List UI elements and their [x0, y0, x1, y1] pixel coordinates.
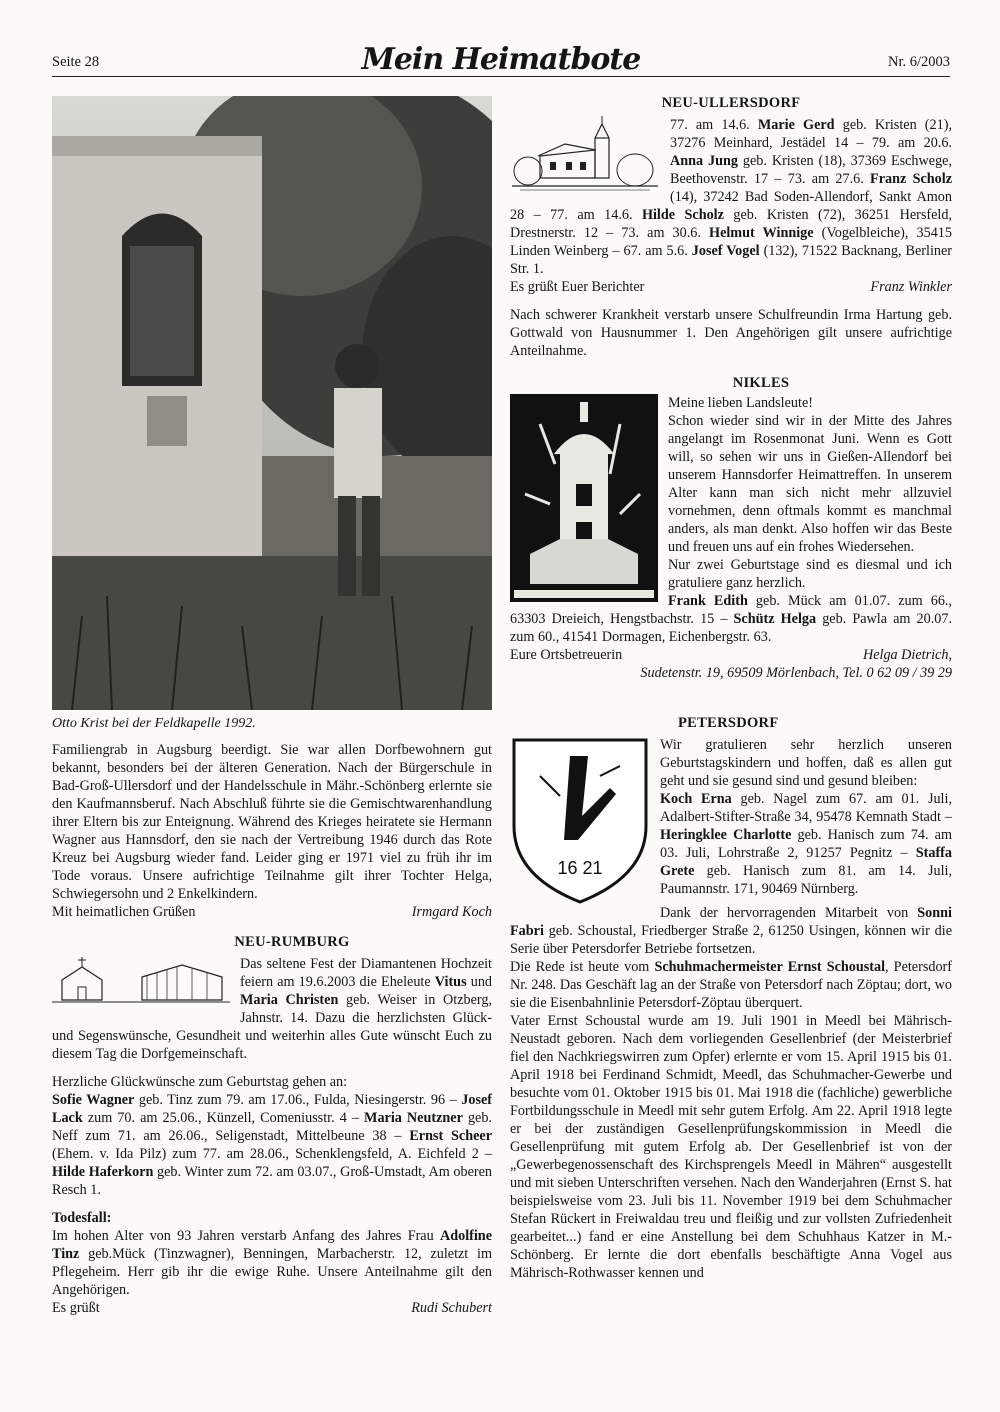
- signature-line: [52, 1299, 492, 1317]
- signature-line: [52, 903, 492, 921]
- birthday-detail: geb. Winter zum 72. am 03.07., Groß-Umstadt, Am oberen Resch 1.: [52, 1164, 492, 1198]
- signature-line: [510, 646, 952, 664]
- person-name: Hilde Scholz: [641, 207, 724, 223]
- right-column: [510, 94, 952, 1282]
- page-header: [52, 42, 950, 78]
- regards-text: Es grüßt: [52, 1300, 100, 1316]
- person-name: Frank Edith: [668, 593, 748, 609]
- petersdorf-text: , Petersdorf Nr. 248. Das Geschäft lag an der Straße von Petersdorf nach Zöptau; dort, wo sie die Eisenbahnlinie Petersdorf-Zöptau überquert.: [510, 959, 952, 1011]
- person-name: Sofie Wagner: [52, 1092, 135, 1108]
- obituary-text: Familiengrab in Augsburg beerdigt. Sie war allen Dorfbewohnern gut bekannt, besonders bei der älteren Generation. Nach der Bürgerschule in Bad-Groß-Ullersdorf und der Handelsschule in Mähr.-Schönberg erlernte sie den Kaufmannsberuf. Nach Abschluß führte sie die Gemischtwarenhandlung ihrer Eltern bis zur Enteignung. Während des Krieges heiratete sie Hermann Wagner aus Hannsdorf, den sie nach der Vertreibung 1946 durch das Rote Kreuz bei Augsburg wieder fand. Leider ging er 1971 viel zu früh ihr im Tode voraus. Unsere aufrichtige Teilnahme gilt ihrer Tochter Helga, Schwiegersohn und 2 Enkelkindern.: [52, 742, 492, 902]
- person-name: Anna Jung: [670, 153, 738, 169]
- person-name: Vitus: [434, 974, 467, 990]
- death-text: geb.Mück (Tinzwagner), Benningen, Marbacherstr. 12, zuletzt im Pflegeheim. Herr gib ihr die ewige Ruhe. Unsere Anteilnahme gilt den Angehörigen.: [52, 1246, 492, 1298]
- signature-line: [510, 278, 952, 296]
- section-title-petersdorf: PETERSDORF: [678, 715, 779, 731]
- birthday-detail: geb. Nagel zum 67. am 01. Juli, Adalbert-Stifter-Straße 34, 95478 Kemnath Stadt –: [660, 791, 952, 825]
- person-name: Koch Erna: [660, 791, 732, 807]
- tower-woodcut-icon: [510, 394, 658, 602]
- birthday-detail: geb. Hanisch zum 74. am 03. Juli, Lohrstraße 2, 91257 Pegnitz –: [660, 827, 952, 861]
- page-number: Seite 28: [52, 54, 100, 70]
- person-name: Marie Gerd: [757, 117, 835, 133]
- person-name: Adolfine Tinz: [52, 1228, 492, 1262]
- neu-rumburg-text-2: und: [466, 974, 493, 990]
- photo-caption: Otto Krist bei der Feldkapelle 1992.: [52, 716, 256, 731]
- author-address: Sudetenstr. 19, 69509 Mörlenbach, Tel. 0 62 09 / 39 29: [640, 665, 952, 681]
- obituary-text: Nach schwerer Krankheit verstarb unsere Schulfreundin Irma Hartung geb. Gottwald von Hausnummer 1. Den Angehörigen gilt unsere aufrichtige Anteilnahme.: [510, 307, 952, 359]
- neu-rumburg-text-1: Das seltene Fest der Diamantenen Hochzeit feiern am 19.6.2003 die Eheleute: [240, 956, 492, 990]
- person-name: Ernst Scheer: [409, 1128, 492, 1144]
- section-title-neu-ullersdorf: NEU-ULLERSDORF: [661, 95, 801, 111]
- salutation: Meine lieben Landsleute!: [668, 395, 813, 411]
- author-name: Irmgard Koch: [411, 904, 492, 920]
- left-column: [52, 741, 492, 1317]
- regards-text: Eure Ortsbetreuerin: [510, 647, 623, 663]
- regards-text: Es grüßt Euer Berichter: [510, 279, 645, 295]
- birthday-detail: (Ehem. v. Ida Pilz) zum 77. am 28.06., Schenklengsfeld, A. Eichfeld 2 –: [52, 1146, 492, 1162]
- header-rule: [52, 76, 950, 77]
- person-name: Heringklee Charlotte: [660, 827, 792, 843]
- death-heading: Todesfall:: [52, 1210, 112, 1226]
- death-notice: [52, 1227, 492, 1299]
- death-text: Im hohen Alter von 93 Jahren verstarb Anfang des Jahres Frau: [52, 1228, 440, 1244]
- issue-number: Nr. 6/2003: [887, 54, 950, 70]
- neu-rumburg-text-3: geb. Weiser in Otzberg, Jahnstr. 14. Dazu die herzlichsten Glück- und Segenswünsche, Gesundheit und weiterhin alles Gute wünscht Euch zu diesem Tag die Dorfgemeinschaft.: [52, 992, 492, 1062]
- petersdorf-text: Wir gratulieren sehr herzlich unseren Geburtstagskindern und hoffen, daß es allen gut geht und sie gesund sind und gesund bleiben:: [660, 737, 952, 789]
- person-name: Maria Christen: [240, 992, 339, 1008]
- section-title-nikles: NIKLES: [732, 375, 790, 391]
- birthday-detail: geb. Hanisch zum 81. am 14. Juli, Paumannstr. 171, 90469 Nürnberg.: [660, 863, 952, 897]
- person-name: Helmut Winnige: [709, 225, 814, 241]
- village-illustration-icon: [52, 955, 230, 1009]
- greeting-text: Mit heimatlichen Grüßen: [52, 904, 196, 920]
- church-illustration-icon: [510, 116, 660, 196]
- author-name: Franz Winkler: [870, 279, 952, 295]
- birthday-detail: geb. Kristen (72), 36251 Hersfeld, Drestnerstr. 12 – 73. am 30.6.: [510, 207, 952, 241]
- birthday-detail: geb. Neff zum 71. am 26.06., Seligenstadt, Mittelbeune 38 –: [52, 1110, 492, 1144]
- chapel-photo-image: [52, 96, 492, 710]
- birthday-detail: geb. Mück am 01.07. zum 66., 63303 Dreieich, Hengstbachstr. 15 –: [510, 593, 953, 627]
- person-name: Staffa Grete: [660, 845, 952, 879]
- person-name: Sonni Fabri: [510, 905, 952, 939]
- photo-chapel: [52, 96, 492, 710]
- nikles-text: Nur zwei Geburtstage sind es diesmal und ich gratuliere ganz herzlich.: [668, 557, 952, 591]
- masthead-logo: Mein Heimatbote: [361, 42, 641, 77]
- author-name: Rudi Schubert: [411, 1300, 492, 1316]
- nikles-text: Schon wieder sind wir in der Mitte des Jahres angelangt im Rosenmonat Juni. Wenn es Gott will, so sehen wir uns in Gießen-Allendorf bei unserem Hannsdorfer Heimattreffen. In unserem Alter kann man sich nicht mehr allzuviel vornehmen, denn oftmals kommt es manchmal anders, als man denkt. Also hoffen wir das Beste und freuen uns auf ein frohes Wiedersehen.: [668, 413, 952, 555]
- birthday-intro: Herzliche Glückwünsche zum Geburtstag gehen an:: [52, 1074, 348, 1090]
- coat-of-arms-icon: [510, 736, 650, 906]
- petersdorf-text: geb. Schoustal, Friedberger Straße 2, 61250 Usingen, können wir die Serie über Petersdorfer Betriebe fortsetzen.: [510, 923, 952, 957]
- birthday-detail: geb. Kristen (21), 37276 Meinhard, Jestädel 14 – 79. am 20.6.: [670, 117, 952, 151]
- author-name: Helga Dietrich,: [862, 647, 952, 663]
- birthday-detail: zum 70. am 25.06., Künzell, Comeniusstr. 4 –: [82, 1110, 365, 1126]
- person-name: Josef Vogel: [691, 243, 760, 259]
- person-name: Hilde Haferkorn: [52, 1164, 154, 1180]
- birthday-detail: (14), 37242 Bad Soden-Allendorf, Sankt Amon 28 – 77. am 14.6.: [510, 189, 952, 223]
- birthday-detail: (132), 71522 Backnang, Berliner Str. 1.: [510, 243, 952, 277]
- person-name: Schütz Helga: [733, 611, 817, 627]
- birthday-detail: 77. am 14.6.: [670, 117, 758, 133]
- birthday-detail: geb. Kristen (18), 37369 Eschwege, Beethovenstr. 17 – 73. am 27.6.: [670, 153, 953, 187]
- birthday-detail: geb. Pawla am 20.07. zum 60., 41541 Dormagen, Eichenbergstr. 63.: [510, 611, 953, 645]
- crest-year: 16 21: [557, 858, 603, 878]
- birthday-list: [52, 1091, 492, 1199]
- birthday-detail: (Vogelbleiche), 35415 Linden Weinberg – 67. am 5.6.: [510, 225, 952, 259]
- person-name: Josef Lack: [52, 1092, 492, 1126]
- petersdorf-text: Die Rede ist heute vom: [510, 959, 655, 975]
- petersdorf-text: Vater Ernst Schoustal wurde am 19. Juli 1901 in Meedl bei Mährisch-Neustadt geboren. Nach dem vorliegenden Gesellenbrief (der Meisterbrief fiel den Nachkriegswirren zum Opfer) erlernte er vom 15. April 1915 bis 01. April 1918 bei Ferdinand Schmidt, Meedl, das Schuhmacher-Gewerbe und besuchte vom 01. Oktober 1915 bis 01. Mai 1918 die (fachliche) gewerbliche Fortbildungsschule in Meedl mit sehr gutem Erfolg. Am 22. April 1918 legte er bei der zuständigen Gesellenprüfungskommission in Meedl die Gesellenprüfung mit gutem Erfolg ab. Der Gesellenbrief ist von der „Gewerbegenossenschaft des Kirchsprengels Meedl in Mähren“ ausgestellt und mit sieben Unterschriften versehen. Nach den Wanderjahren (Ernst S. hat beispielsweise vom 23. Juli bis 11. November 1919 bei dem Schuhmacher Stefan Rückert in Freiwaldau treu und fleißig und zur vollsten Zufriedenheit gearbeitet...) fand er eine Anstellung bei dem Schuhhaus Katzer in M.-Schönberg. Er lernte die dort ebenfalls beschäftigte Anna Vogel aus Mährisch-Rothwasser kennen und: [510, 1013, 952, 1281]
- person-name: Schuhmachermeister Ernst Schoustal: [654, 959, 886, 975]
- birthday-detail: geb. Tinz zum 79. am 17.06., Fulda, Niesingerstr. 96 –: [134, 1092, 462, 1108]
- person-name: Franz Scholz: [870, 171, 952, 187]
- person-name: Maria Neutzner: [364, 1110, 463, 1126]
- petersdorf-text: Dank der hervorragenden Mitarbeit von: [660, 905, 918, 921]
- section-title-neu-rumburg: NEU-RUMBURG: [234, 934, 350, 950]
